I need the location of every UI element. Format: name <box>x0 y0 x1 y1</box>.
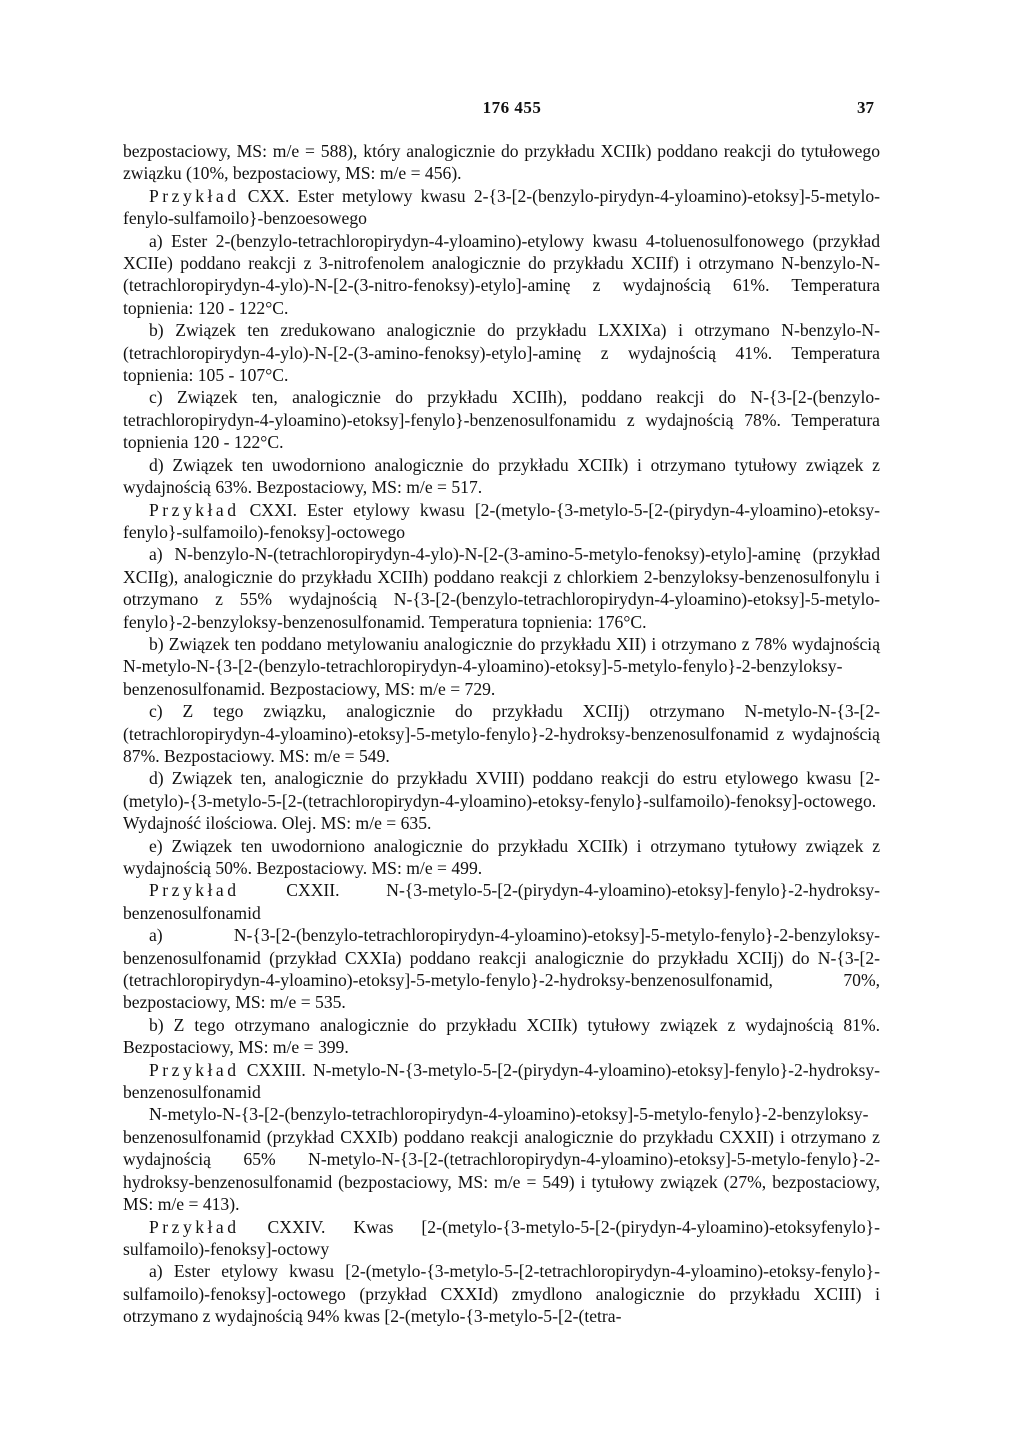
paragraph-text: d) Związek ten, analogicznie do przykładu XVIII) poddano reakcji do estru etylowego kwasu [2-(metylo)-{3-metylo-5-[2-(tetrachloropirydyn-4-yloamino)-etoksy-fenylo}-sulfamoilo)-fenoksy]-octowego. Wydajność ilościowa. Olej. MS: m/e = 635. <box>123 768 880 834</box>
paragraph <box>123 230 880 320</box>
paragraph-text: CXXIII. N-metylo-N-{3-metylo-5-[2-(pirydyn-4-yloamino)-etoksy]-fenylo}-2-hydroksy-benzenosulfonamid <box>123 1059 880 1103</box>
paragraph-text: c) Związek ten, analogicznie do przykładu XCIIh), poddano reakcji do N-{3-[2-(benzylo-tetrachloropirydyn-4-yloamino)-etoksy]-fenylo}-benzenosulfonamidu z wydajnością 78%. Temperatura topnienia 120 - 122°C. <box>123 387 880 453</box>
paragraph <box>123 835 880 880</box>
paragraph <box>123 1014 880 1059</box>
paragraph-text: bezpostaciowy, MS: m/e = 588), który analogicznie do przykładu XCIIk) poddano reakcji do tytułowego związku (10%, bezpostaciowy, MS: m/e = 456). <box>123 141 880 184</box>
paragraph-text: a) Ester etylowy kwasu [2-(metylo-{3-metylo-5-[2-tetrachloropirydyn-4-yloamino)-etoksy-fenylo}-sulfamoilo)-fenoksy]-octowego (przykład CXXId) zmydlono analogicznie do przykładu XCIII) i otrzymano z wydajnością 94% kwas [2-(metylo-{3-metylo-5-[2-(tetra- <box>123 1261 880 1327</box>
example-label: Przykład <box>149 1216 240 1237</box>
paragraph <box>123 924 880 1014</box>
example-heading <box>123 879 880 924</box>
example-label: Przykład <box>149 185 240 206</box>
paragraph <box>123 700 880 767</box>
body-text <box>123 140 880 1328</box>
paragraph-text: a) N-benzylo-N-(tetrachloropirydyn-4-ylo)-N-[2-(3-amino-5-metylo-fenoksy)-etylo]-aminę (przykład XCIIg), analogicznie do przykładu XCIIh) poddano reakcji z chlorkiem 2-benzyloksy-benzenosulfonylu i otrzymano z 55% wydajnością N-{3-[2-(benzylo-tetrachloropirydyn-4-yloamino)-etoksy]-5-metylo-fenylo}-2-benzyloksy-benzenosulfonamid. Temperatura topnienia: 176°C. <box>123 544 880 632</box>
paragraph-text: CXXIV. Kwas [2-(metylo-{3-metylo-5-[2-(pirydyn-4-yloamino)-etoksyfenylo}-sulfamoilo)-fenoksy]-octowy <box>123 1216 880 1259</box>
paragraph-text: e) Związek ten uwodorniono analogicznie do przykładu XCIIk) i otrzymano tytułowy związek z wydajnością 50%. Bezpostaciowy. MS: m/e = 499. <box>123 835 880 878</box>
example-label: Przykład <box>149 499 240 520</box>
example-label: Przykład <box>149 880 240 901</box>
paragraph-text: CXXI. Ester etylowy kwasu [2-(metylo-{3-metylo-5-[2-(pirydyn-4-yloamino)-etoksy-fenylo}-sulfamoilo)-fenoksy]-octowego <box>123 499 880 542</box>
paragraph-text: d) Związek ten uwodorniono analogicznie do przykładu XCIIk) i otrzymano tytułowy związek z wydajnością 63%. Bezpostaciowy, MS: m/e = 517. <box>123 454 880 498</box>
paragraph <box>123 633 880 700</box>
example-heading <box>123 1216 880 1261</box>
paragraph-text: CXXII. N-{3-metylo-5-[2-(pirydyn-4-yloamino)-etoksy]-fenylo}-2-hydroksy-benzenosulfonamid <box>123 880 880 923</box>
paragraph <box>123 1260 880 1327</box>
example-heading <box>123 185 880 230</box>
paragraph <box>123 767 880 834</box>
example-label: Przykład <box>149 1059 240 1080</box>
paragraph <box>123 543 880 633</box>
paragraph <box>123 319 880 386</box>
paragraph-text: c) Z tego związku, analogicznie do przykładu XCIIj) otrzymano N-metylo-N-{3-[2-(tetrachloropirydyn-4-yloamino)-etoksy]-5-metylo-fenylo}-2-hydroksy-benzenosulfonamid z wydajnością 87%. Bezpostaciowy. MS: m/e = 549. <box>123 701 880 766</box>
paragraph-text: CXX. Ester metylowy kwasu 2-{3-[2-(benzylo-pirydyn-4-yloamino)-etoksy]-5-metylo-fenylo-sulfamoilo}-benzoesowego <box>123 185 880 229</box>
patent-number: 176 455 <box>482 98 542 117</box>
paragraph-text: b) Związek ten poddano metylowaniu analogicznie do przykładu XII) i otrzymano z 78% wydajnością N-metylo-N-{3-[2-(benzylo-tetrachloropirydyn-4-yloamino)-etoksy]-5-metylo-fenylo}-2-benzyloksy-benzenosulfonamid. Bezpostaciowy, MS: m/e = 729. <box>123 633 880 699</box>
paragraph-text: b) Związek ten zredukowano analogicznie do przykładu LXXIXa) i otrzymano N-benzylo-N-(tetrachloropirydyn-4-ylo)-N-[2-(3-amino-fenoksy)-etylo]-aminę z wydajnością 41%. Temperatura topnienia: 105 - 107°C. <box>123 320 880 386</box>
page-header <box>0 98 1024 122</box>
paragraph <box>123 140 880 185</box>
paragraph-text: a) Ester 2-(benzylo-tetrachloropirydyn-4-yloamino)-etylowy kwasu 4-toluenosulfonowego (przykład XCIIe) poddano reakcji z 3-nitrofenolem analogicznie do przykładu XCIIf) i otrzymano N-benzylo-N-(tetrachloropirydyn-4-ylo)-N-[2-(3-nitro-fenoksy)-etylo]-aminę z wydajnością 61%. Temperatura topnienia: 120 - 122°C. <box>123 230 880 318</box>
paragraph-text: a) N-{3-[2-(benzylo-tetrachloropirydyn-4-yloamino)-etoksy]-5-metylo-fenylo}-2-benzyloksy-benzenosulfonamid (przykład CXXIa) poddano reakcji analogicznie do przykładu XCIIj) do N-{3-[2-(tetrachloropirydyn-4-yloamino)-etoksy]-5-metylo-fenylo}-2-hydroksy-benzenosulfonamid, 70%, bezpostaciowy, MS: m/e = 535. <box>123 925 880 1013</box>
example-heading <box>123 1059 880 1104</box>
paragraph <box>123 386 880 453</box>
example-heading <box>123 499 880 544</box>
paragraph <box>123 1103 880 1215</box>
paragraph-text: b) Z tego otrzymano analogicznie do przykładu XCIIk) tytułowy związek z wydajnością 81%. Bezpostaciowy, MS: m/e = 399. <box>123 1014 880 1058</box>
page-number: 37 <box>857 98 874 117</box>
paragraph <box>123 454 880 499</box>
paragraph-text: N-metylo-N-{3-[2-(benzylo-tetrachloropirydyn-4-yloamino)-etoksy]-5-metylo-fenylo}-2-benzyloksy-benzenosulfonamid (przykład CXXIb) poddano reakcji analogicznie do przykładu CXXII) i otrzymano z wydajnością 65% N-metylo-N-{3-[2-(tetrachloropirydyn-4-yloamino)-etoksy]-5-metylo-fenylo}-2-hydroksy-benzenosulfonamid (bezpostaciowy, MS: m/e = 549) i tytułowy związek (27%, bezpostaciowy, MS: m/e = 413). <box>123 1104 880 1215</box>
